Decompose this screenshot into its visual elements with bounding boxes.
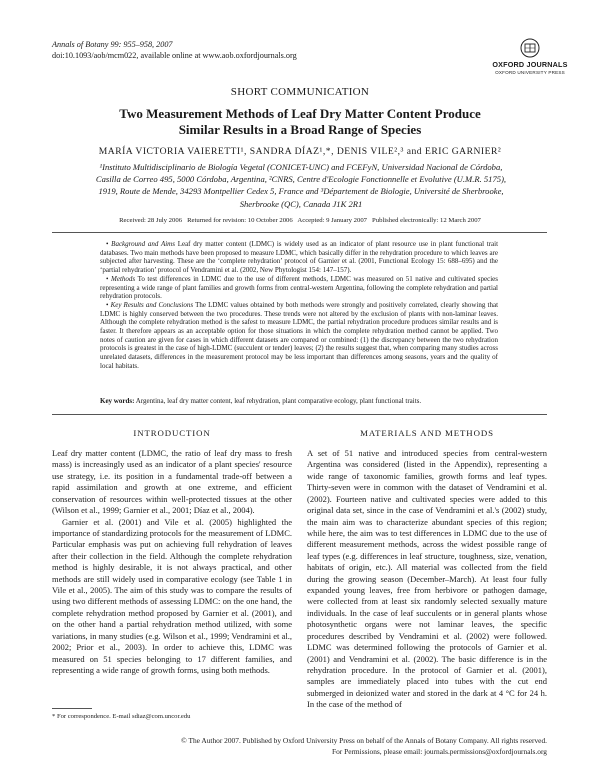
publisher-subtitle: OXFORD UNIVERSITY PRESS [495,70,565,75]
affiliation-line: ¹Instituto Multidisciplinario de Biología Vegetal (CONICET-UNC) and FCEFyN, Universidad Nacional de Córdoba, [99,162,503,172]
keywords-label: Key words: [100,397,135,405]
abstract-results-text: The LDMC values obtained by both methods were strongly and positively correlated, clearly showing that LDMC is highly conserved between the two procedures. These trends were not altered by the exclusion of plants with non-laminar leaves. Although the complete rehydration method is the safest to measure LDMC, the partial rehydration procedure produces similar results and is faster. It therefore appears as an acceptable option for those situations in which the complete rehydration method cannot be applied. Two notes of caution are given for cases in which different datasets are compared or combined: (1) the discrepancy between the two rehydration protocols is greatest in the case of high-LDMC (succulent or tender) leaves; (2) the results suggest that, when comparing many studies across unrelated datasets, differences in the measurement protocol may be less important than differences among seasons, years and the quality of local habitats. [100,300,499,370]
oxford-seal-icon [520,38,540,58]
abstract-background-label: Background and Aims [111,240,175,248]
introduction-paragraph-1: Leaf dry matter content (LDMC, the ratio of leaf dry mass to fresh mass) is increasingly used as an indicator of a plant species' resource use strategy, i.e. its position in a fundamental trade-off between a rapid assimilation and growth at one extreme, and efficient conservation of resources within well-protected tissues at the other (Wilson et al., 1999; Garnier et al., 2001; Díaz et al., 2004). [52,448,292,516]
publisher-name: OXFORD JOURNALS [492,60,568,69]
divider-top [52,232,547,233]
introduction-heading: INTRODUCTION [133,428,211,438]
article-dates: Received: 28 July 2006 Returned for revision: 10 October 2006 Accepted: 9 January 2007 Published electronically: 12 March 2007 [119,217,481,224]
copyright-notice [52,736,547,757]
abstract-background: • Background and Aims Leaf dry matter content (LDMC) is widely used as an indicator of plant resource use in plant functional trait databases. Two main methods have been proposed to measure LDMC, which basically differ in the rehydration procedure to which leaves are subjected after harvesting. These are the ‘complete rehydration’ protocol of Garnier et al. (2001, Functional Ecology 15: 688–695) and the ‘partial rehydration’ protocol of Vendramini et al. (2002, New Phytologist 154: 147–157). [100,240,499,275]
abstract-results: • Key Results and Conclusions The LDMC values obtained by both methods were strongly and positively correlated, clearly showing that LDMC is highly conserved between the two procedures. These trends were not altered by the exclusion of plants with non-laminar leaves. Although the complete rehydration method is the safest to measure LDMC, the partial rehydration procedure produces similar results and is faster. It therefore appears as an acceptable option for those situations in which the complete rehydration method cannot be applied. Two notes of caution are given for cases in which different datasets are compared or combined: (1) the discrepancy between the two rehydration protocols is greatest in the case of high-LDMC (succulent or tender) leaves; (2) the results suggest that, when comparing many studies across unrelated datasets, differences in the measurement protocol may be less important than differences among seasons, years and the quality of local habitats. [100,300,499,370]
abstract-methods: • Methods To test differences in LDMC due to the use of different methods, LDMC was measured on 51 native and cultivated species representing a wide range of plant families and growth forms from central-western Argentina, following the complete rehydration and partial rehydration protocols. [100,274,499,301]
materials-paragraph-1: A set of 51 native and introduced species from central-western Argentina was considered (listed in the Appendix), representing a wide range of taxonomic families, growth forms and leaf types. Thirty-seven were in common with the dataset of Vendramini et al. (2002). Fourteen native and cultivated species were added to this original data set, since in the case of Vendramini et al.'s (2002) study, the main aim was to characterize abundant species of this region; while here, the aim was to test differences in LDMC due to the use of different measurement methods, across the widest possible range of leaf types (e.g. differences in leaf structure, toughness, size, venation, habitats of origin, etc.). All material was collected from the field during the growing season (December–March). At least four fully expanded young leaves, free from herbivore or pathogen damage, were collected from at least six randomly selected sexually mature individuals. In the case of leaf succulents or in general plants whose photosynthetic organs were not laminar leaves, the specific procedures described by Vendramini et al. (2002) were followed. LDMC was determined following the protocols of Garnier et al. (2001) and Vendramini et al. (2002). The basic difference is in the rehydration procedure. In the protocol of Garnier et al. (2001), samples are immediately placed into tubes with the cut end submerged in deionized water and stored in the dark at 4 °C for 24 h. In the case of the method of [307,448,547,710]
introduction-section [52,428,292,676]
article-title [80,106,520,138]
title-line-2: Similar Results in a Broad Range of Species [178,122,422,137]
divider-bottom [52,414,547,415]
doi-line[interactable]: doi:10.1093/aob/mcm022, available online at www.aob.oxfordjournals.org [52,50,297,60]
affiliation-line: 1919, Route de Mende, 34293 Montpellier Cedex 5, France and ³Département de Biologie, Université de Sherbrooke, [98,186,504,197]
affiliation-line: Casilla de Correo 495, 5000 Córdoba, Argentina, ²CNRS, Centre d'Ecologie Fonctionnelle et Evolutive (U.M.R. 5175), [95,174,507,185]
keywords-text: Argentina, leaf dry matter content, leaf rehydration, plant comparative ecology, plant functional traits. [135,397,422,405]
affiliations [60,161,542,210]
abstract-results-label: Key Results and Conclusions [110,300,194,309]
publisher-logo [486,38,574,75]
materials-body [307,448,547,711]
keywords [100,397,498,406]
author-list: MARÍA VICTORIA VAIERETTI¹, SANDRA DÍAZ¹,*, DENIS VILE²,³ and ERIC GARNIER² [98,146,502,157]
journal-citation [52,40,297,61]
affiliation-line: Sherbrooke (QC), Canada J1K 2R1 [239,198,363,209]
materials-heading: MATERIALS AND METHODS [360,428,494,438]
abstract-background-text: Leaf dry matter content (LDMC) is widely used as an indicator of plant resource use in plant functional trait databases. Two main methods have been proposed to measure LDMC, which basically differ in the rehydration procedure to which leaves are subjected after harvesting. These are the ‘complete rehydration’ protocol of Garnier et al. (2001, Functional Ecology 15: 688–695) and the ‘partial rehydration’ protocol of Vendramini et al. (2002, New Phytologist 154: 147–157). [100,240,499,275]
copyright-line-2: For Permissions, please email: journals.permissions@oxfordjournals.org [331,746,547,756]
materials-section [307,428,547,711]
abstract-methods-label: Methods [111,274,136,283]
journal-line: Annals of Botany 99: 955–958, 2007 [52,40,173,49]
section-type: SHORT COMMUNICATION [230,86,370,98]
introduction-body [52,448,292,676]
abstract-methods-text: To test differences in LDMC due to the use of different methods, LDMC was measured on 51 native and cultivated species representing a wide range of plant families and growth forms from central-western Argentina, following the complete rehydration and partial rehydration protocols. [100,274,499,301]
abstract [100,240,498,371]
copyright-line-1: © The Author 2007. Published by Oxford University Press on behalf of the Annals of Botany Company. All rights reserved. [181,736,547,745]
footnote-rule [52,708,92,709]
introduction-paragraph-2: Garnier et al. (2001) and Vile et al. (2005) highlighted the importance of standardizing protocols for the measurement of LDMC. Particular emphasis was put on achieving full rehydration of leaves after their collection in the field. Although the complete rehydration method is highly desirable, it is not always practical, and other methods are still widely used in comparative ecology (see Table 1 in Vile et al., 2005). The aim of this study was to compare the results of using two different methods of assessing LDMC: on the one hand, the complete rehydration method proposed by Garnier et al. (2001), and on the other hand a partial rehydration method utilized, with some variations, in many studies (e.g. Wilson et al., 1999; Vendramini et al., 2002; Prior et al., 2003). In order to achieve this, LDMC was measured on 51 species belonging to 17 different families, and representing a wide range of growth forms, using both methods. [52,516,292,676]
title-line-1: Two Measurement Methods of Leaf Dry Matter Content Produce [119,106,481,121]
correspondence-footnote: * For correspondence. E-mail sdiaz@com.uncor.edu [52,713,191,720]
